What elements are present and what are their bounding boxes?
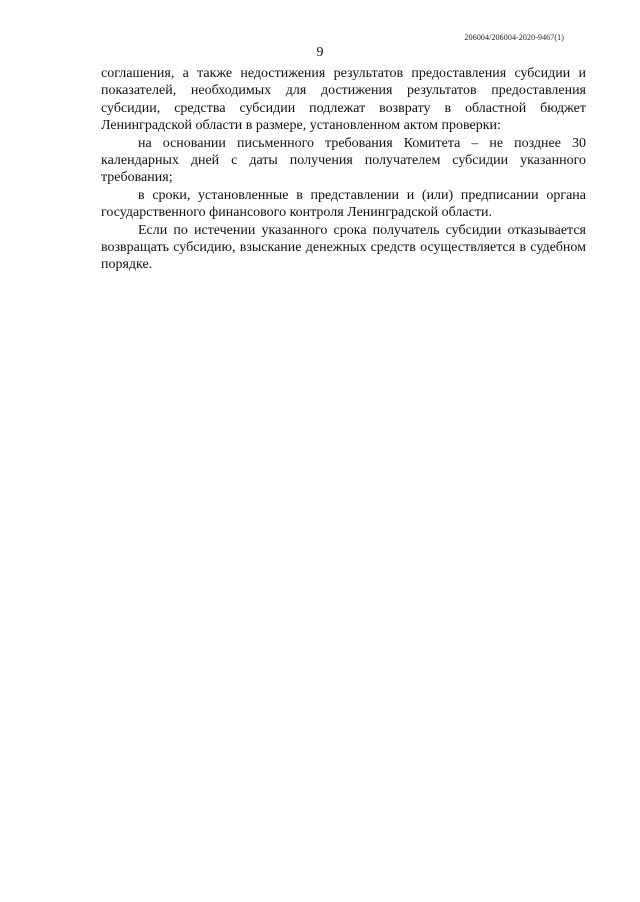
paragraph-deadline-requirement: на основании письменного требования Комитета – не позднее 30 календарных дней с даты получения получателем субсидии указанного требования; (101, 135, 586, 186)
document-body (101, 65, 586, 274)
page-number: 9 (316, 45, 324, 60)
paragraph-judicial-recovery: Если по истечении указанного срока получатель субсидии отказывается возвращать субсидию, взыскание денежных средств осуществляется в судебном порядке. (101, 222, 586, 273)
document-code: 206004/206004-2020-9467(1) (464, 33, 564, 42)
paragraph-deadline-control-body: в сроки, установленные в представлении и (или) предписании органа государственного финансового контроля Ленинградской области. (101, 187, 586, 221)
paragraph-continuation: соглашения, а также недостижения результатов предоставления субсидии и показателей, необходимых для достижения результатов предоставления субсидии, средства субсидии подлежат возврату в областной бюджет Ленинградской области в размере, установленном актом проверки: (101, 66, 586, 134)
